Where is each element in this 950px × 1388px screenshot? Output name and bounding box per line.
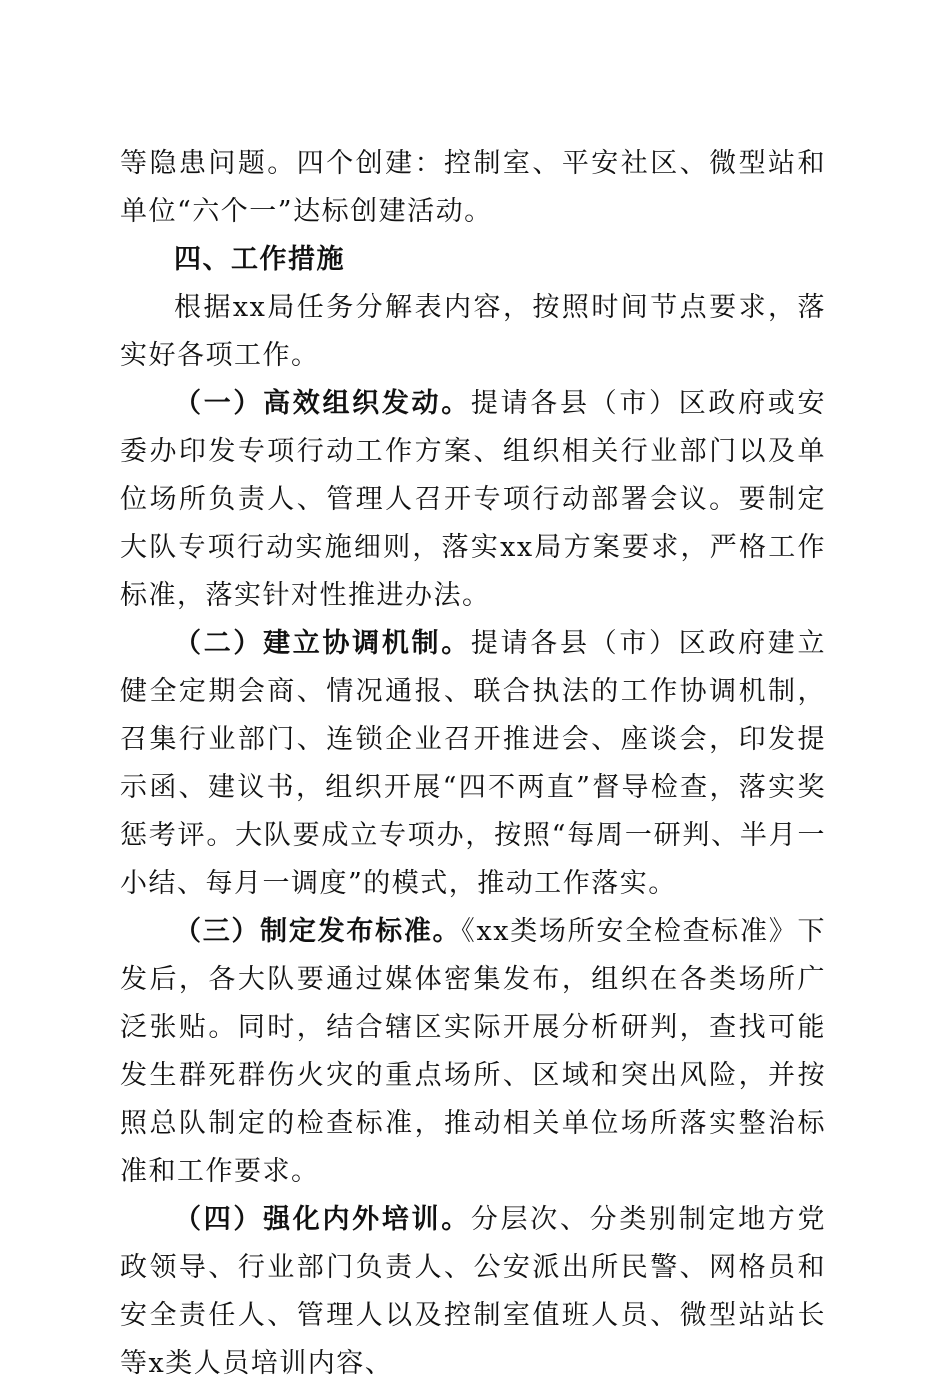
- continuation-paragraph: 等隐患问题。四个创建：控制室、平安社区、微型站和单位“六个一”达标创建活动。: [120, 148, 826, 227]
- measure-paragraph-2: [120, 620, 826, 908]
- measure-body-2: 提请各县（市）区政府建立健全定期会商、情况通报、联合执法的工作协调机制，召集行业部门、连锁企业召开推进会、座谈会，印发提示函、建议书，组织开展“四不两直”督导检查，落实奖惩考评。大队要成立专项办，按照“每周一研判、半月一小结、每月一调度”的模式，推动工作落实。: [120, 628, 827, 899]
- measure-title-4: （四）强化内外培训。: [174, 1204, 471, 1235]
- measure-title-3: （三）制定发布标准。: [174, 916, 462, 947]
- measure-body-1: 提请各县（市）区政府或安委办印发专项行动工作方案、组织相关行业部门以及单位场所负责人、管理人召开专项行动部署会议。要制定大队专项行动实施细则，落实xx局方案要求，严格工作标准，落实针对性推进办法。: [120, 388, 827, 611]
- measure-paragraph-3: [120, 908, 826, 1196]
- measure-title-2: （二）建立协调机制。: [174, 628, 471, 659]
- measure-title-1: （一）高效组织发动。: [174, 388, 471, 419]
- section-heading: 四、工作措施: [174, 244, 345, 275]
- measure-body-3: 《xx类场所安全检查标准》下发后，各大队要通过媒体密集发布，组织在各类场所广泛张贴。同时，结合辖区实际开展分析研判，查找可能发生群死群伤火灾的重点场所、区域和突出风险，并按照总队制定的检查标准，推动相关单位场所落实整治标准和工作要求。: [120, 916, 826, 1187]
- measure-paragraph-4: [120, 1196, 826, 1388]
- measure-paragraph-1: [120, 380, 826, 620]
- document-page: [120, 140, 826, 1388]
- measure-body-4: 分层次、分类别制定地方党政领导、行业部门负责人、公安派出所民警、网格员和安全责任人、管理人以及控制室值班人员、微型站站长等x类人员培训内容、: [120, 1204, 827, 1379]
- intro-paragraph: 根据xx局任务分解表内容，按照时间节点要求，落实好各项工作。: [120, 292, 826, 371]
